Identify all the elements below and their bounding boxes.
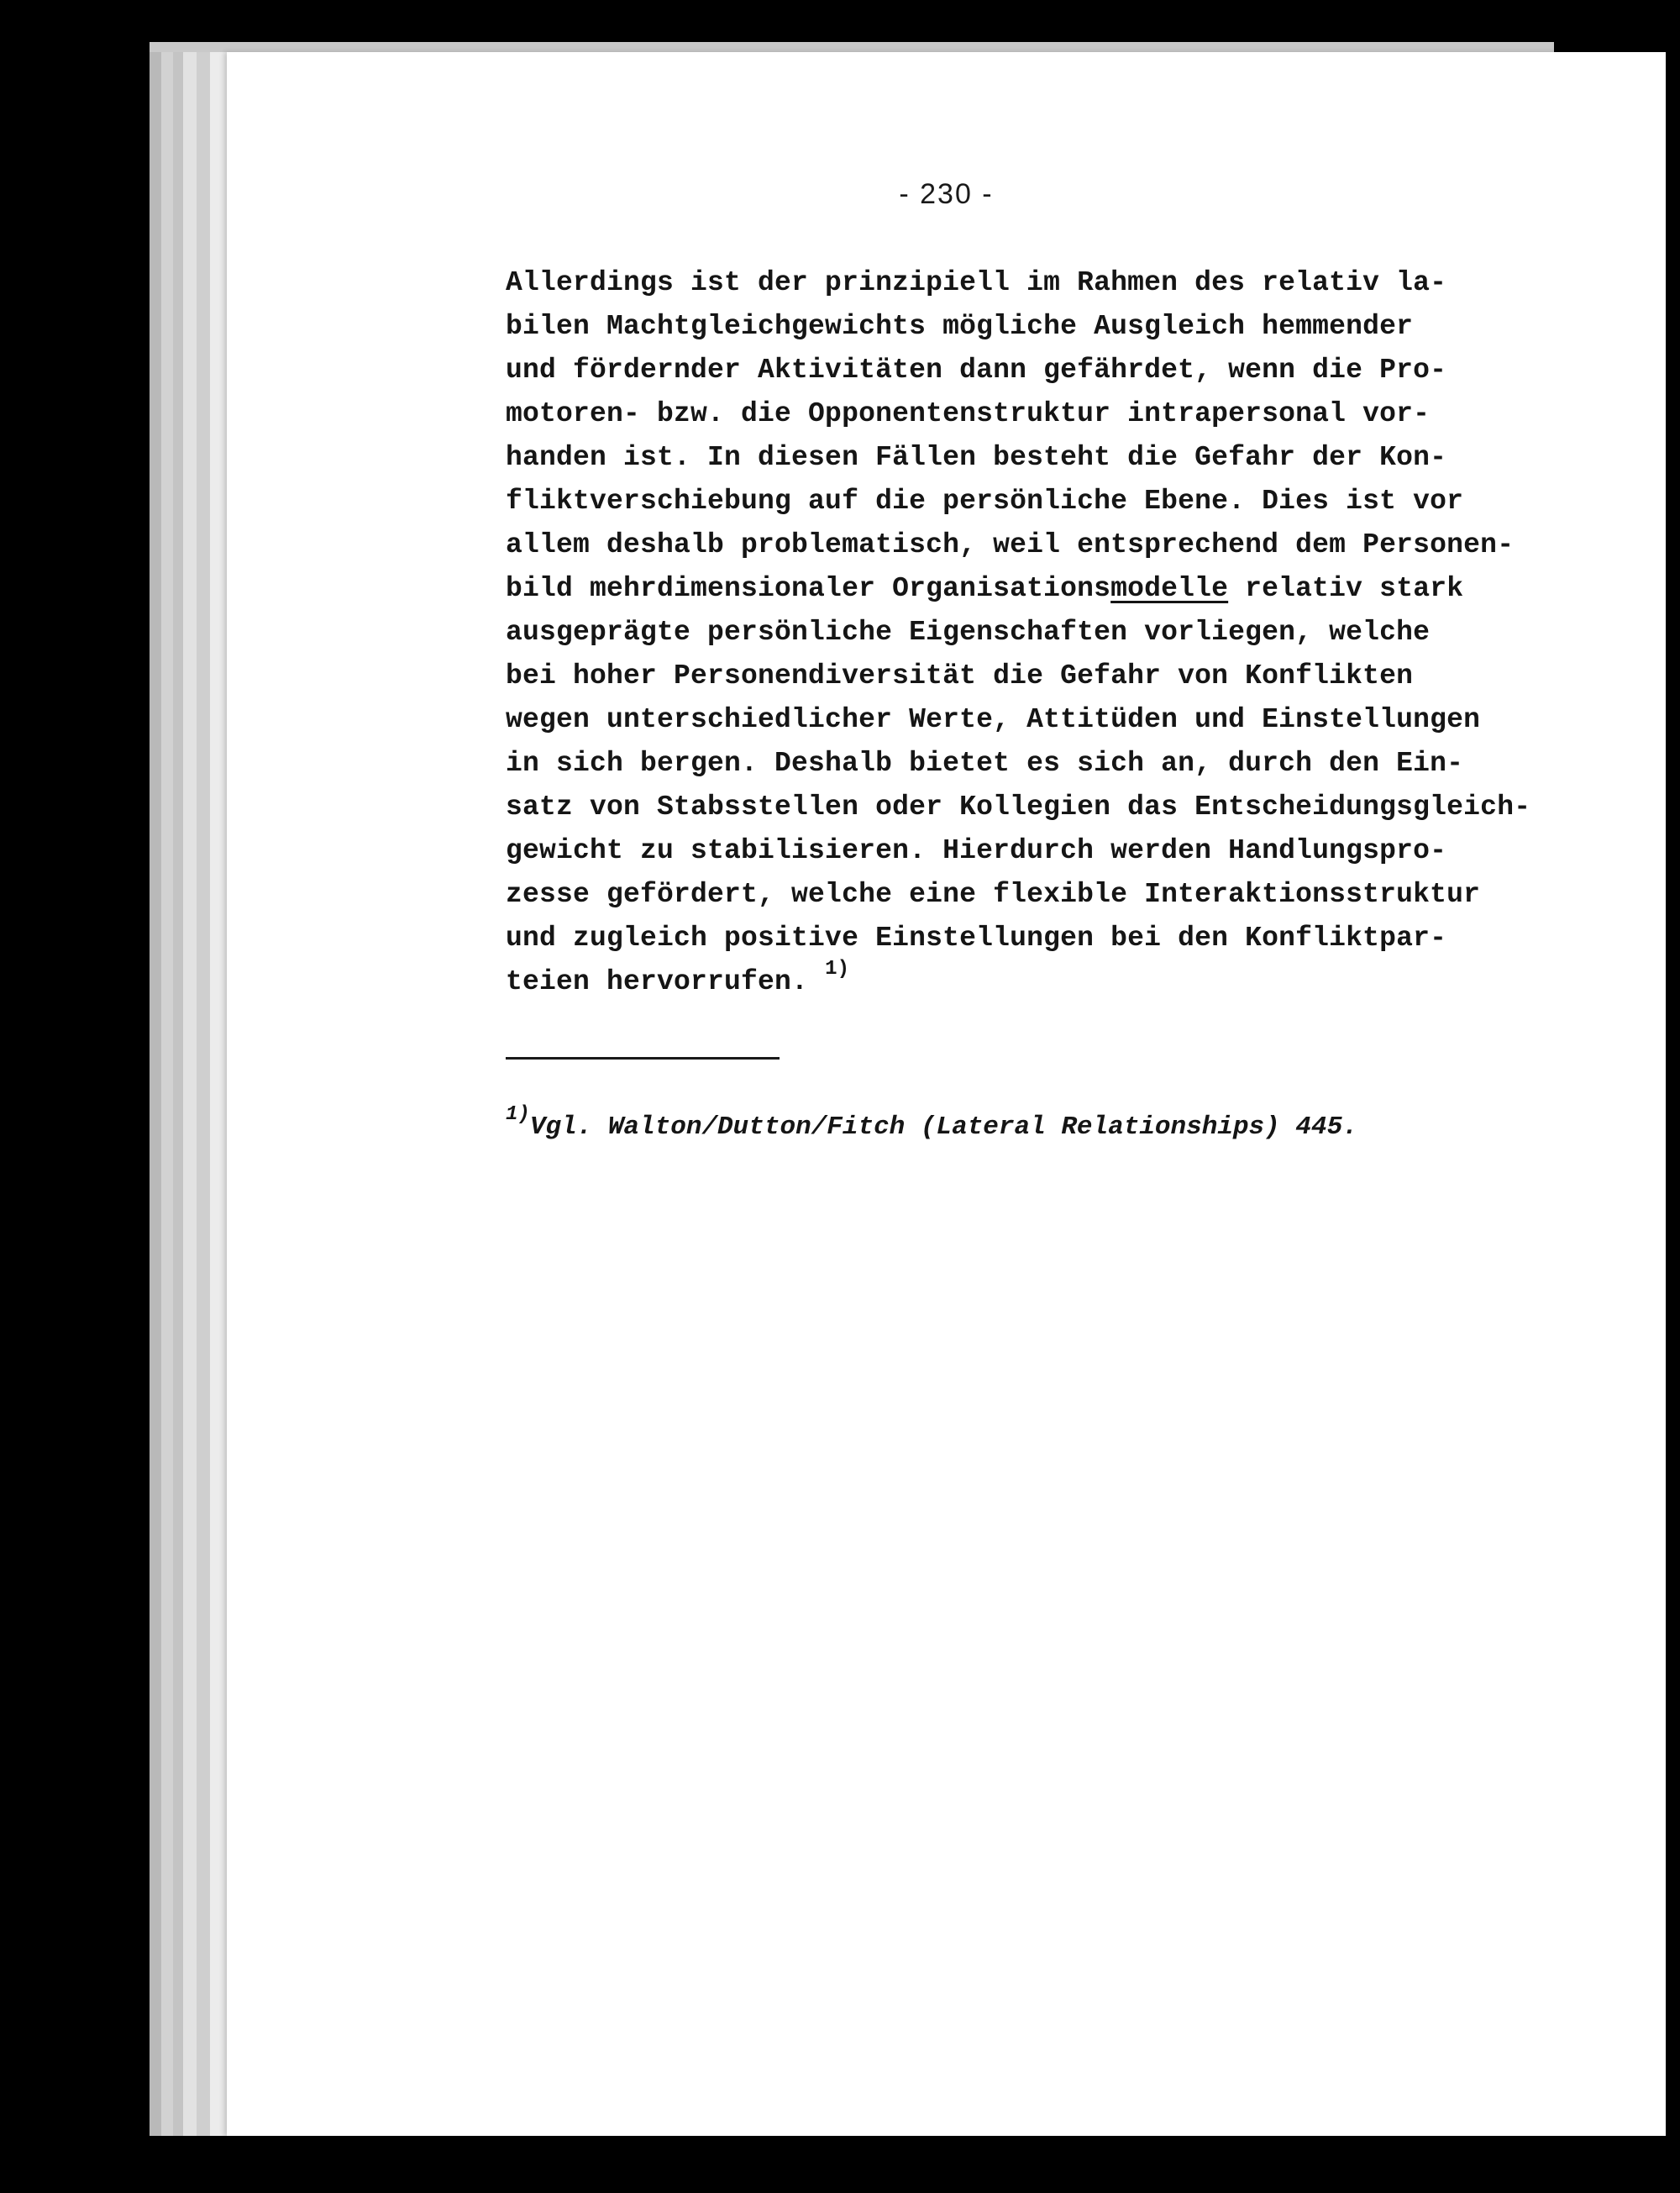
- text-line-content: und fördernder Aktivitäten dann gefährdet, wenn die Pro-: [506, 355, 1447, 386]
- text-line: [506, 349, 1556, 392]
- text-line: [506, 392, 1556, 436]
- footnote-reference: 1): [825, 958, 850, 981]
- footnote: [506, 1102, 1556, 1142]
- text-line: [506, 873, 1556, 917]
- page-stack-edge: [150, 52, 161, 2136]
- text-line: [506, 698, 1556, 742]
- document-page: [227, 52, 1666, 2136]
- text-line: [506, 917, 1556, 960]
- text-line-content: fliktverschiebung auf die persönliche Ebene. Dies ist vor: [506, 486, 1464, 517]
- page-stack-edge: [197, 52, 210, 2136]
- page-number: - 230 -: [899, 178, 994, 210]
- text-line: [506, 829, 1556, 873]
- underlined-word: modelle: [1110, 573, 1229, 604]
- text-line: [506, 523, 1556, 567]
- text-line: [506, 305, 1556, 349]
- text-line-content: motoren- bzw. die Opponentenstruktur intrapersonal vor-: [506, 398, 1431, 429]
- text-line: [506, 567, 1556, 611]
- text-line-content: Allerdings ist der prinzipiell im Rahmen des relativ la-: [506, 267, 1447, 298]
- text-line: [506, 480, 1556, 523]
- footnote-separator: [506, 1057, 780, 1060]
- page-stack-edge: [210, 52, 227, 2136]
- page-stack-edge: [173, 52, 183, 2136]
- text-line-content: gewicht zu stabilisieren. Hierdurch werden Handlungspro-: [506, 835, 1447, 866]
- text-line-content: relativ stark: [1228, 573, 1464, 604]
- text-line: [506, 611, 1556, 655]
- text-line-content: und zugleich positive Einstellungen bei den Konfliktpar-: [506, 923, 1447, 954]
- text-line: [506, 436, 1556, 480]
- text-line: [506, 960, 1556, 1004]
- text-line-content: in sich bergen. Deshalb bietet es sich an, durch den Ein-: [506, 748, 1464, 779]
- text-line-content: zesse gefördert, welche eine flexible Interaktionsstruktur: [506, 879, 1481, 910]
- text-line: [506, 742, 1556, 786]
- text-line-content: bei hoher Personendiversität die Gefahr von Konflikten: [506, 660, 1414, 692]
- body-paragraph: [506, 261, 1556, 1004]
- text-line-content: bild mehrdimensionaler Organisations: [506, 573, 1111, 604]
- text-line: [506, 655, 1556, 698]
- footnote-text: Vgl. Walton/Dutton/Fitch (Lateral Relationships) 445.: [529, 1112, 1358, 1142]
- text-line-content: satz von Stabsstellen oder Kollegien das Entscheidungsgleich-: [506, 791, 1531, 823]
- text-line-content: allem deshalb problematisch, weil entsprechend dem Personen-: [506, 529, 1515, 560]
- text-line-content: handen ist. In diesen Fällen besteht die Gefahr der Kon-: [506, 442, 1447, 473]
- text-line-content: ausgeprägte persönliche Eigenschaften vorliegen, welche: [506, 617, 1431, 648]
- page-stack-edge: [161, 52, 173, 2136]
- text-line: [506, 786, 1556, 829]
- text-line-content: wegen unterschiedlicher Werte, Attitüden und Einstellungen: [506, 704, 1481, 735]
- text-line-content: bilen Machtgleichgewichts mögliche Ausgleich hemmender: [506, 311, 1414, 342]
- text-line: [506, 261, 1556, 305]
- footnote-marker: 1): [506, 1102, 530, 1126]
- page-stack-edge: [183, 52, 197, 2136]
- text-line-content: teien hervorrufen.: [506, 966, 826, 997]
